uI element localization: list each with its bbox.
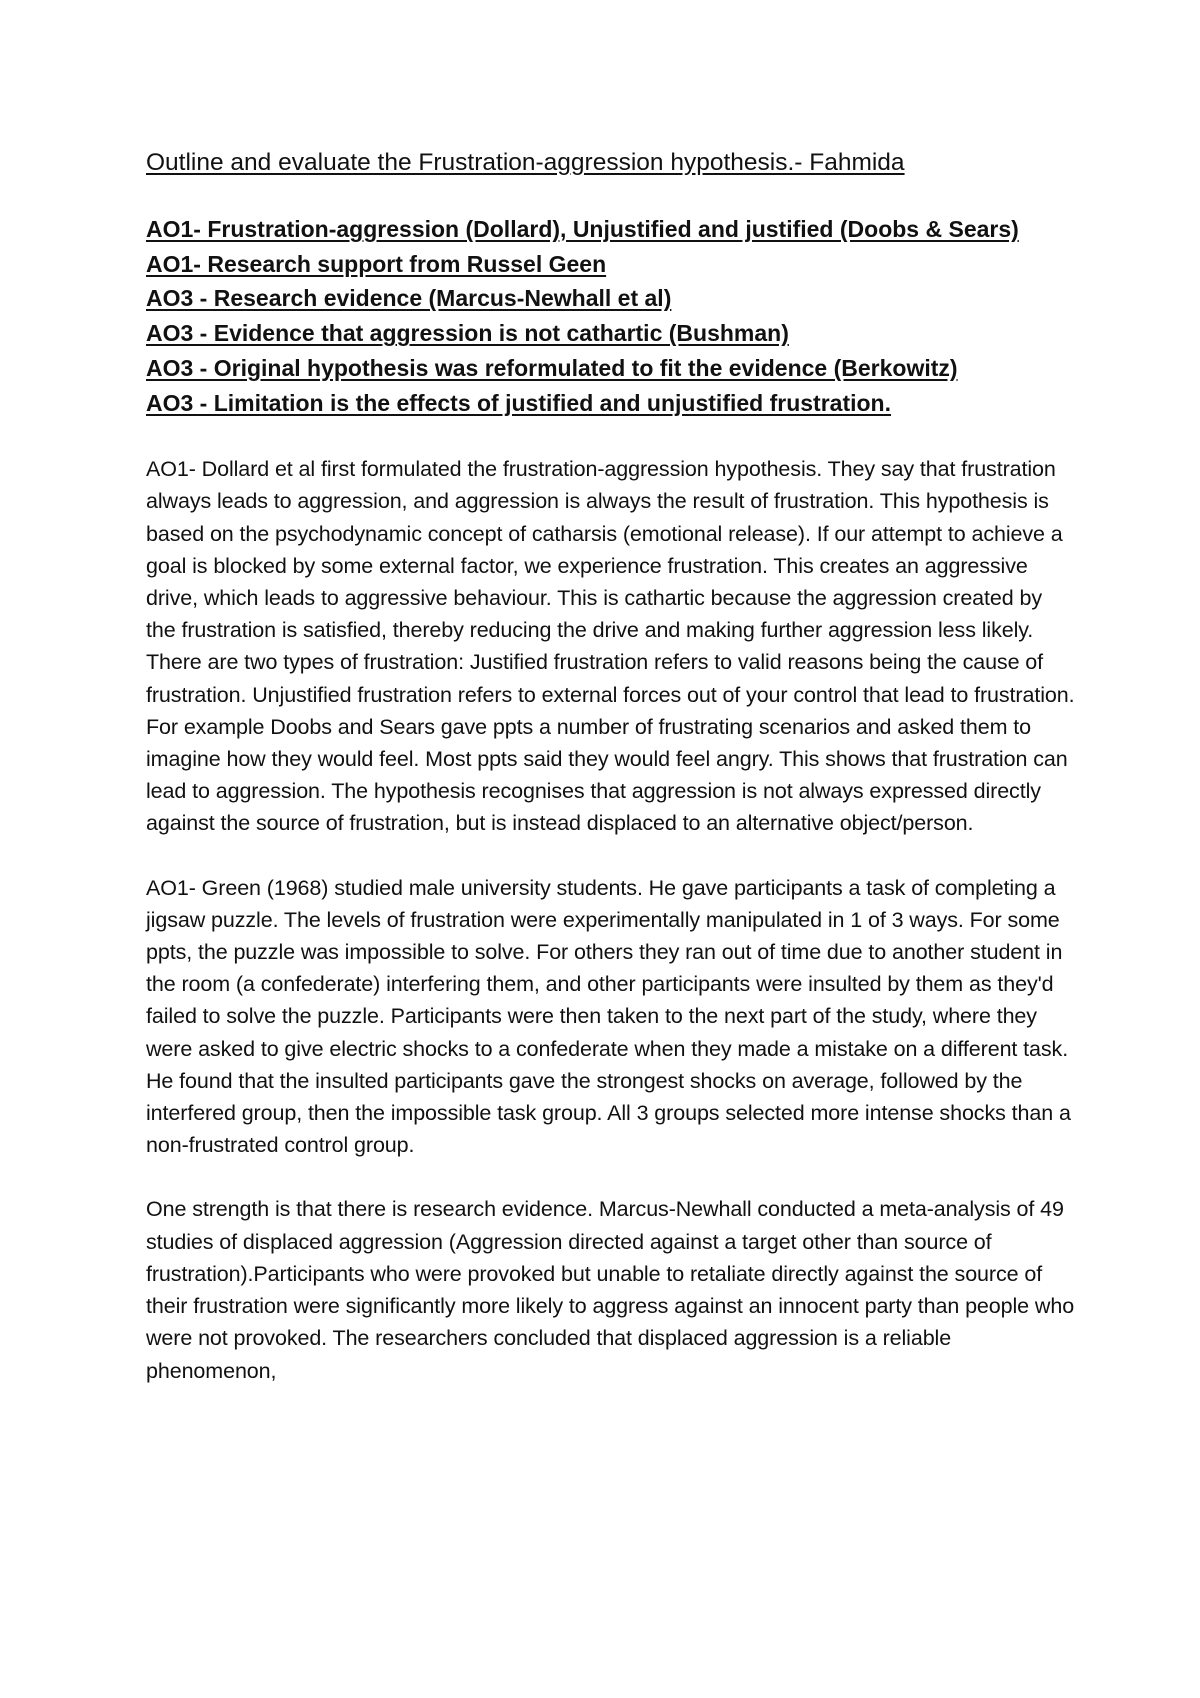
paragraph-geen: AO1- Green (1968) studied male university students. He gave participants a task of completing a jigsaw puzzle. The levels of frustration were experimentally manipulated in 1 of 3 ways. For some ppts, the puzzle was impossible to solve. For others they ran out of time due to another student in the room (a confederate) interfering them, and other participants were insulted by them as they'd failed to solve the puzzle. Participants were then taken to the next part of the study, where they were asked to give electric shocks to a confederate when they made a mistake on a different task. He found that the insulted participants gave the strongest shocks on average, followed by the interfered group, then the impossible task group. All 3 groups selected more intense shocks than a non-frustrated control group. bbox=[146, 875, 1071, 1158]
outline-item: AO3 - Evidence that aggression is not cathartic (Bushman) bbox=[146, 320, 789, 347]
document-title: Outline and evaluate the Frustration-aggression hypothesis.- Fahmida bbox=[146, 149, 905, 176]
paragraph-marcus-newhall: One strength is that there is research evidence. Marcus-Newhall conducted a meta-analysis of 49 studies of displaced aggression (Aggression directed against a target other than source of frustration).Participants who were provoked but unable to retaliate directly against the source of their frustration were significantly more likely to aggress against an innocent party than people who were not provoked. The researchers concluded that displaced aggression is a reliable phenomenon, bbox=[146, 1197, 1075, 1383]
outline-item: AO3 - Limitation is the effects of justified and unjustified frustration. bbox=[146, 389, 891, 416]
essay-outline bbox=[146, 212, 1076, 420]
outline-item: AO1- Frustration-aggression (Dollard), Unjustified and justified (Doobs & Sears) bbox=[146, 216, 1019, 242]
outline-item: AO3 - Original hypothesis was reformulated to fit the evidence (Berkowitz) bbox=[146, 354, 958, 381]
outline-item: AO3 - Research evidence (Marcus-Newhall et al) bbox=[146, 285, 672, 312]
document-page bbox=[146, 146, 1076, 1419]
outline-item: AO1- Research support from Russel Geen bbox=[146, 250, 607, 277]
paragraph-dollard: AO1- Dollard et al first formulated the frustration-aggression hypothesis. They say that frustration always leads to aggression, and aggression is always the result of frustration. This hypothesis is based on the psychodynamic concept of catharsis (emotional release). If our attempt to achieve a goal is blocked by some external factor, we experience frustration. This creates an aggressive drive, which leads to aggressive behaviour. This is cathartic because the aggression created by the frustration is satisfied, thereby reducing the drive and making further aggression less likely. There are two types of frustration: Justified frustration refers to valid reasons being the cause of frustration. Unjustified frustration refers to external forces out of your control that lead to frustration. For example Doobs and Sears gave ppts a number of frustrating scenarios and asked them to imagine how they would feel. Most ppts said they would feel angry. This shows that frustration can lead to aggression. The hypothesis recognises that aggression is not always expressed directly against the source of frustration, but is instead displaced to an alternative object/person. bbox=[146, 457, 1075, 836]
